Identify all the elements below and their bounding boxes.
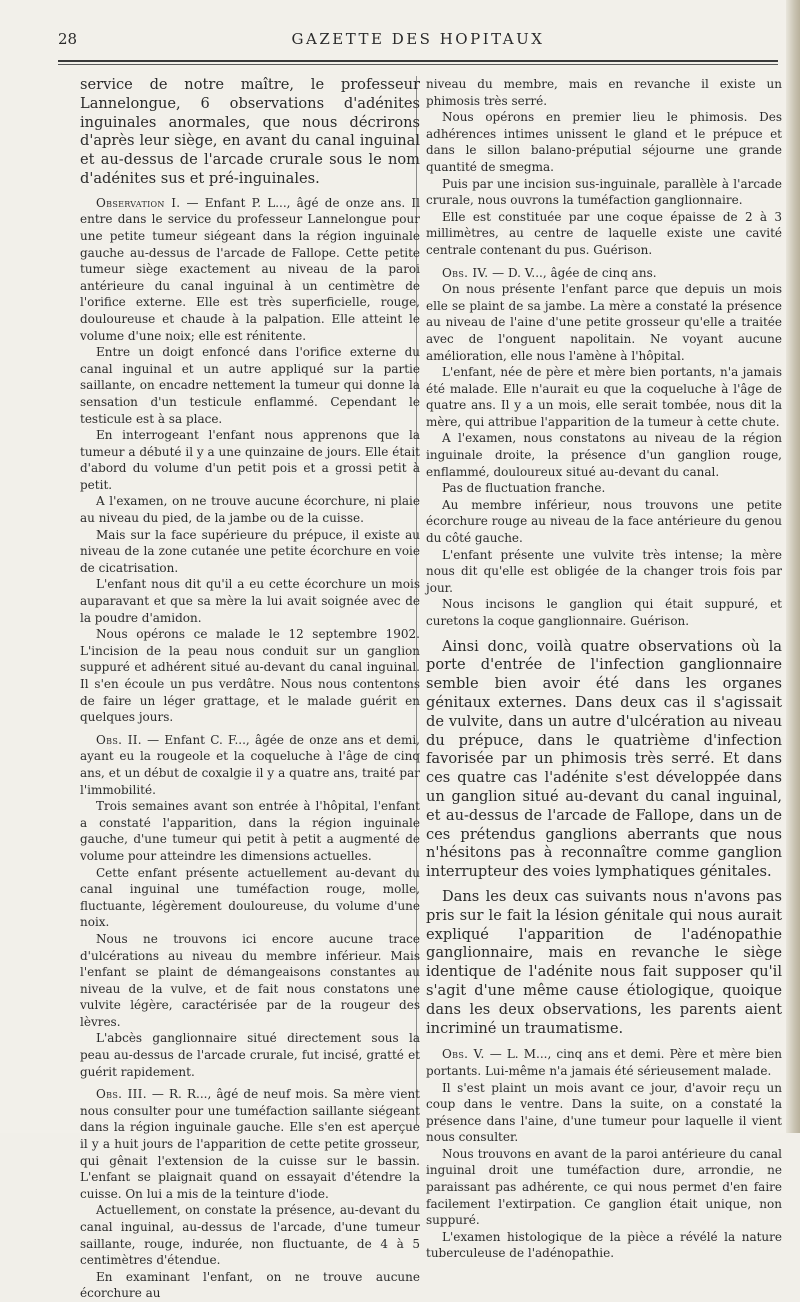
observation-4-paragraph [426, 265, 782, 282]
observation-text: — R. R..., âgé de neuf mois. Sa mère vient nous consulter pour une tuméfaction saillante siégeant dans la région inguinale gauche. Elle s'en est aperçue il y a huit jours de l'apparition de cette petite grosseur, qui gênait l'extension de la cuisse sur le bassin. L'enfant se plaignait quand on essayait d'étendre la cuisse. On lui a mis de la teinture d'iode. [80, 1087, 420, 1201]
observation-1-paragraph [80, 195, 420, 344]
page-header [58, 30, 778, 50]
paragraph: Trois semaines avant son entrée à l'hôpital, l'enfant a constaté l'apparition, dans la région inguinale gauche, d'une tumeur qui petit à petit a augmenté de volume pour atteindre les dimensions actuelles. [80, 799, 420, 863]
observation-text: — D. V..., âgée de cinq ans. [488, 265, 657, 280]
paragraph: niveau du membre, mais en revanche il existe un phimosis très serré. [426, 77, 782, 108]
header-rule-thin [58, 64, 778, 65]
paragraph: Entre un doigt enfoncé dans l'orifice externe du canal inguinal et un autre appliqué sur la partie saillante, on encadre nettement la tumeur qui donne la sensation d'un testicule enflammé. Cependant le testicule est à sa place. [80, 345, 420, 426]
paragraph: L'abcès ganglionnaire situé directement sous la peau au-dessus de l'arcade crurale, fut incisé, gratté et guérit rapidement. [80, 1031, 420, 1079]
page-number: 28 [58, 30, 78, 48]
paragraph: L'enfant nous dit qu'il a eu cette écorchure un mois auparavant et que sa mère la lui avait soignée avec de la poudre d'amidon. [80, 577, 420, 625]
paragraph: Elle est constituée par une coque épaisse de 2 à 3 millimètres, au centre de laquelle existe une cavité centrale contenant du pus. Guérison. [426, 209, 782, 257]
page-edge [786, 0, 800, 1133]
observation-text: — L. M..., cinq ans et demi. Père et mère bien portants. Lui-même n'a jamais été sérieusement malade. [426, 1047, 782, 1078]
paragraph: Actuellement, on constate la présence, au-devant du canal inguinal, au-dessus de l'arcade, d'une tumeur saillante, rouge, indurée, non fluctuante, de 4 à 5 centimètres d'étendue. [80, 1203, 420, 1268]
paragraph: L'enfant, née de père et mère bien portants, n'a jamais été malade. Elle n'aurait eu que la coqueluche à l'âge de quatre ans. Il y a un mois, elle serait tombée, nous dit la mère, qui attribue l'apparition de la tumeur à cette chute. [426, 365, 782, 429]
paragraph: Puis par une incision sus-inguinale, parallèle à l'arcade crurale, nous ouvrons la tuméfaction ganglionnaire. [426, 176, 782, 208]
observation-label: Obs. IV. [442, 265, 489, 280]
paragraph: En interrogeant l'enfant nous apprenons que la tumeur a débuté il y a une quinzaine de jours. Elle était d'abord du volume d'un petit pois et a grossi petit à petit. [80, 428, 420, 492]
paragraph: Nous ne trouvons ici encore aucune trace d'ulcérations au niveau du membre inférieur. Mais l'enfant se plaint de démangeaisons constantes au niveau de la vulve, et de fait nous constatons une vulvite légère, caractérisée par de la rougeur des lèvres. [80, 931, 420, 1029]
paragraph: En examinant l'enfant, on ne trouve aucune écorchure au [80, 1269, 420, 1301]
observation-2-paragraph [80, 732, 420, 798]
header-rule-thick [58, 60, 778, 62]
observation-3-paragraph [80, 1086, 420, 1202]
paragraph: Nous opérons ce malade le 12 septembre 1902. L'incision de la peau nous conduit sur un ganglion suppuré et adhérent situé au-devant du canal inguinal. Il s'en écoule un pus verdâtre. Nous nous contentons de faire un léger grattage, et le malade guérit en quelques jours. [80, 627, 420, 725]
observation-label: Obs. III. [96, 1087, 147, 1102]
paragraph: L'enfant présente une vulvite très intense; la mère nous dit qu'elle est obligée de la changer trois fois par jour. [426, 547, 782, 595]
paragraph: Il s'est plaint un mois avant ce jour, d'avoir reçu un coup dans le ventre. Dans la suite, on a constaté la présence dans l'aine, d'une tumeur pour laquelle il vient nous consulter. [426, 1080, 782, 1145]
paragraph: Pas de fluctuation franche. [442, 481, 606, 496]
paragraph: L'examen histologique de la pièce a révélé la nature tuberculeuse de l'adénopathie. [426, 1229, 782, 1261]
paragraph: Au membre inférieur, nous trouvons une petite écorchure rouge au niveau de la face antérieure du genou du côté gauche. [426, 497, 782, 546]
discussion-paragraph: Dans les deux cas suivants nous n'avons pas pris sur le fait la lésion génitale qui nous aurait expliqué l'apparition de l'adénopathie ganglionnaire, mais en revanche le siège identique de l'adénite nous fait supposer qu'il s'agit d'une même cause étiologique, quoique dans les deux observations, les parents aient incriminé un traumatisme. [426, 887, 782, 1037]
paragraph: A l'examen, on ne trouve aucune écorchure, ni plaie au niveau du pied, de la jambe ou de la cuisse. [80, 494, 420, 526]
running-title: GAZETTE DES HOPITAUX [291, 30, 545, 48]
discussion-paragraph: Ainsi donc, voilà quatre observations où la porte d'entrée de l'infection ganglionnaire semble bien avoir été dans les organes génitaux externes. Dans deux cas il s'agissait de vulvite, dans un autre d'ulcération au niveau du prépuce, dans le quatrième d'infection favorisée par un phimosis très serré. Et dans ces quatre cas l'adénite s'est développée dans un ganglion situé au-devant du canal inguinal, et au-dessus de l'arcade de Fallope, dans un de ces prétendus ganglions aberrants que nous n'hésitons pas à reconnaître comme ganglion interrupteur des voies lymphatiques génitales. [426, 637, 782, 881]
intro-paragraph: service de notre maître, le professeur Lannelongue, 6 observations d'adénites inguinales anormales, que nous décrirons d'après leur siège, en avant du canal inguinal et au-dessus de l'arcade crurale sous le nom d'adénites sus et pré-inguinales. [80, 76, 420, 187]
paragraph: Nous trouvons en avant de la paroi antérieure du canal inguinal droit une tuméfaction dure, arrondie, ne paraissant pas adhérente, ce qui nous permet d'en faire facilement l'extirpation. Ce ganglion était unique, non suppuré. [426, 1146, 782, 1228]
left-column [80, 76, 420, 1302]
observation-label: Obs. V. [442, 1047, 485, 1062]
paragraph: A l'examen, nous constatons au niveau de la région inguinale droite, la présence d'un ganglion rouge, enflammé, douloureux situé au-devant du canal. [426, 431, 782, 479]
observation-text: — Enfant C. F..., âgée de onze ans et demi, ayant eu la rougeole et la coqueluche à l'âge de cinq ans, et un début de coxalgie il y a quatre ans, traité par l'immobilité. [80, 732, 420, 797]
paragraph: Nous opérons en premier lieu le phimosis. Des adhérences intimes unissent le gland et le prépuce et dans le sillon balano-préputial séjourne une grande quantité de smegma. [426, 110, 782, 174]
observation-text: — Enfant P. L..., âgé de onze ans. Il entre dans le service du professeur Lannelongue pour une petite tumeur siégeant dans la région inguinale gauche au-dessus de l'arcade de Fallope. Cette petite tumeur siège exactement au niveau de la paroi antérieure du canal inguinal à un centimètre de l'orifice externe. Elle est très superficielle, rouge, douloureuse et chaude à la palpation. Elle atteint le volume d'une noix; elle est rénitente. [80, 195, 420, 343]
observation-5-paragraph [426, 1046, 782, 1079]
right-column [426, 76, 782, 1262]
paragraph: Nous incisons le ganglion qui était suppuré, et curetons la coque ganglionnaire. Guérison. [426, 597, 782, 628]
paragraph: Mais sur la face supérieure du prépuce, il existe au niveau de la zone cutanée une petite écorchure en voie de cicatrisation. [80, 527, 420, 575]
observation-label: Observation I. [96, 195, 181, 210]
paragraph: Cette enfant présente actuellement au-devant du canal inguinal une tuméfaction rouge, molle, fluctuante, légèrement douloureuse, du volume d'une noix. [80, 865, 420, 930]
observation-label: Obs. II. [96, 732, 142, 747]
paragraph: On nous présente l'enfant parce que depuis un mois elle se plaint de sa jambe. La mère a constaté la présence au niveau de l'aine d'une petite grosseur qu'elle a traitée avec de l'onguent napolitain. Ne voyant aucune amélioration, elle nous l'amène à l'hôpital. [426, 282, 782, 363]
